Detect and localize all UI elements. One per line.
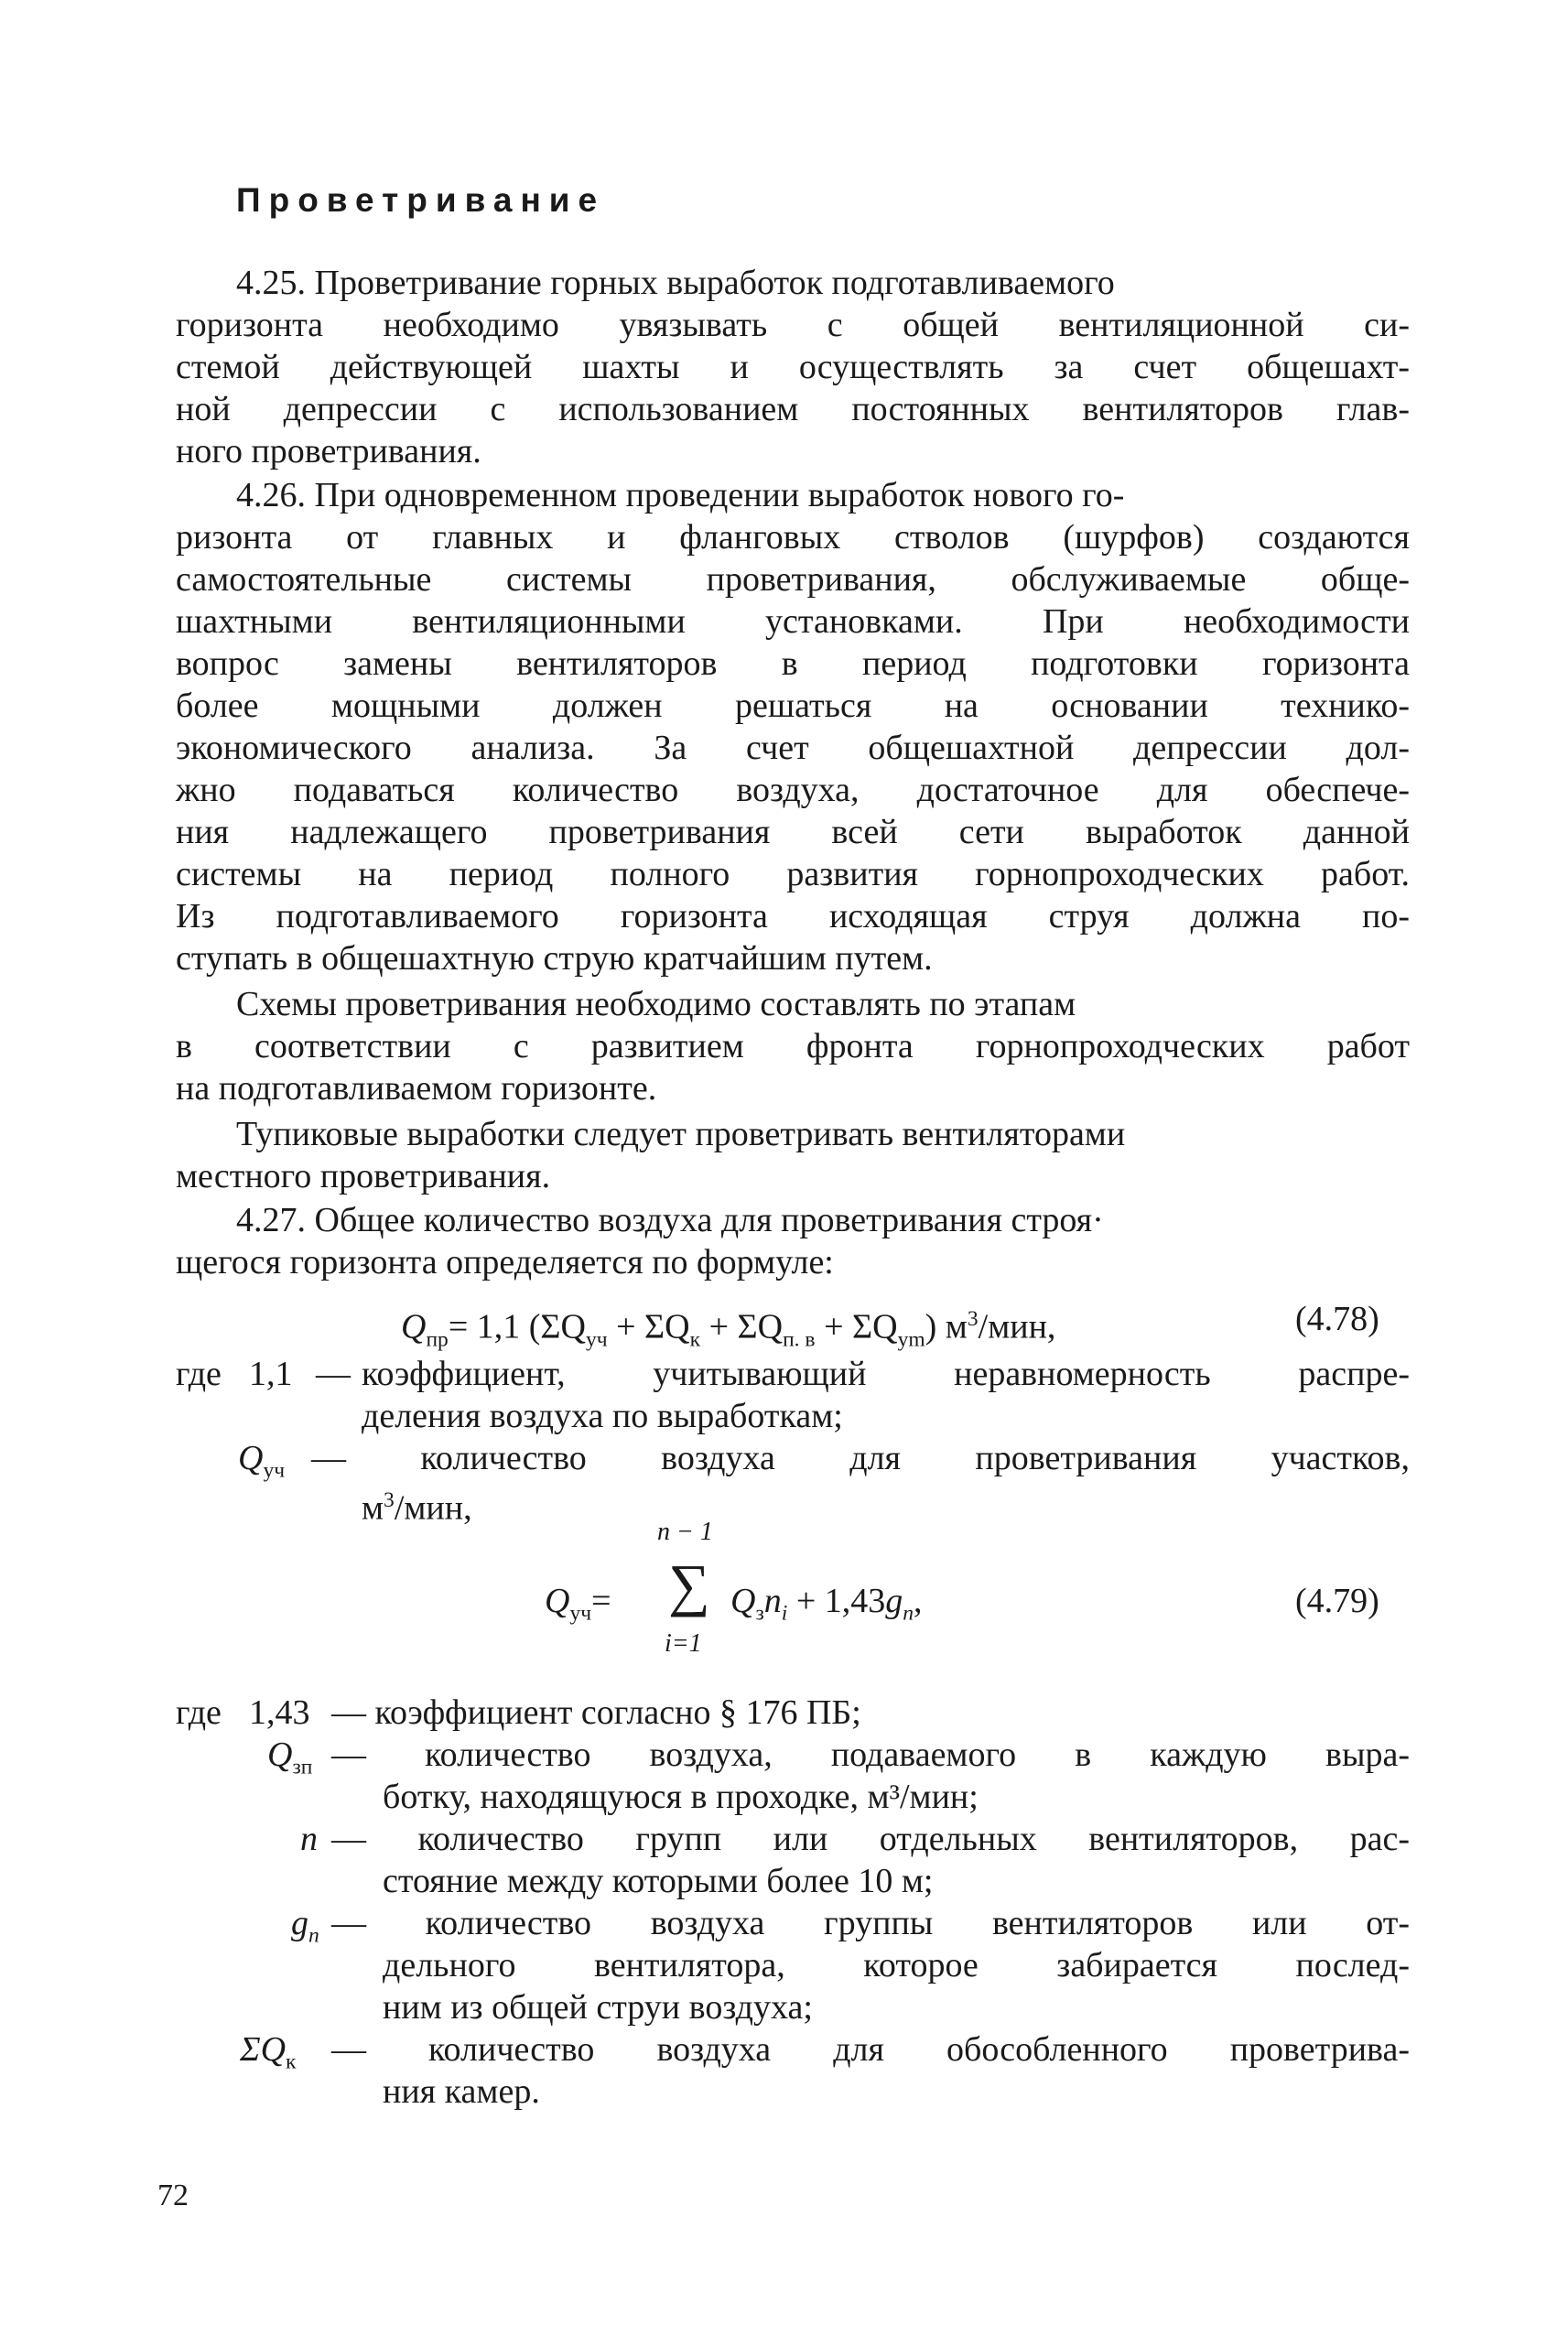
paragraph-dead-end-line: Тупиковые выработки следует проветривать вентиляторами [236, 1115, 1126, 1153]
paragraph-dead-end-line: местного проветривания. [176, 1157, 551, 1195]
definition-g-n-line: дельного вентилятора, которое забирается послед- [383, 1946, 1410, 1984]
section-heading: Проветривание [236, 181, 606, 219]
coefficient-value: 1,1 [249, 1355, 293, 1393]
formula-4-79-rhs: $Q_зn_i + 1,43g_n$, [730, 1582, 923, 1626]
paragraph-4-26-line: вопрос замены вентиляторов в период подготовки горизонта [176, 644, 1410, 683]
paragraph-4-25-line: ной депрессии с использованием постоянных вентиляторов глав- [176, 390, 1410, 428]
paragraph-4-26-line: 4.26. При одновременном проведении выработок нового го- [236, 476, 1125, 514]
symbol-q-uch: $Q_{уч}$ [238, 1439, 286, 1483]
coefficient-value: 1,43 [249, 1693, 310, 1732]
paragraph-4-26-line: ризонта от главных и фланговых стволов (шурфов) создаются [176, 518, 1410, 557]
paragraph-4-26-line: шахтными вентиляционными установками. При необходимости [176, 602, 1410, 641]
definition-q-k-line: ния камер. [383, 2072, 540, 2111]
definition-q-k-line: — количество воздуха для обособленного проветрива- [331, 2030, 1410, 2069]
paragraph-4-25-line: стемой действующей шахты и осуществлять за счет общешахт- [176, 348, 1410, 386]
definition-n-line: — количество групп или отдельных вентиляторов, рас- [331, 1820, 1410, 1858]
where-label: где [176, 1693, 222, 1732]
paragraph-4-26-line: более мощными должен решаться на основании технико- [176, 687, 1410, 725]
definition-coef-143-line: — коэффициент согласно § 176 ПБ; [331, 1693, 861, 1732]
equation-number-4-78: (4.78) [1295, 1300, 1379, 1338]
definition-q-uch-unit: $м^3$/мин, [362, 1488, 472, 1528]
paragraph-4-26-line: Из подготавливаемого горизонта исходящая струя должна по- [176, 897, 1410, 935]
definition-dash: — [316, 1355, 351, 1393]
definition-g-n-line: ним из общей струи воздуха; [383, 1988, 813, 2027]
paragraph-schemes-line: на подготавливаемом горизонте. [176, 1069, 657, 1108]
symbol-n: n [300, 1820, 318, 1858]
paragraph-4-25-line: горизонта необходимо увязывать с общей вентиляционной си- [176, 306, 1410, 344]
paragraph-4-27-line: щегося горизонта определяется по формуле: [176, 1243, 834, 1281]
definition-g-n-line: — количество воздуха группы вентиляторов или от- [331, 1904, 1410, 1942]
paragraph-4-26-line: ступать в общешахтную струю кратчайшим путем. [176, 939, 933, 978]
definition-coef-line: деления воздуха по выработкам; [362, 1397, 843, 1435]
paragraph-4-25-line: 4.25. Проветривание горных выработок подготавливаемого [236, 264, 1115, 302]
sum-lower-limit: i=1 [665, 1629, 702, 1658]
symbol-sum-q-k: $\Sigma Q_к$ [240, 2030, 297, 2074]
definition-q-uch-line: — количество воздуха для проветривания участков, [311, 1439, 1410, 1477]
page-number: 72 [157, 2179, 189, 2212]
paragraph-4-26-line: жно подаваться количество воздуха, достаточное для обеспече- [176, 771, 1410, 809]
summation-sign: ∑ [668, 1552, 710, 1617]
definition-n-line: стояние между которыми более 10 м; [383, 1862, 934, 1900]
symbol-g-n: $g_n$ [291, 1904, 319, 1948]
paragraph-schemes-line: Схемы проветривания необходимо составлять по этапам [236, 985, 1076, 1023]
definition-q-zp-line: — количество воздуха, подаваемого в каждую выра- [331, 1736, 1410, 1774]
paragraph-4-26-line: ния надлежащего проветривания всей сети выработок данной [176, 813, 1410, 851]
sum-upper-limit: n − 1 [657, 1518, 713, 1546]
definition-coef-line: коэффициент, учитывающий неравномерность распре- [362, 1355, 1410, 1393]
formula-4-79-lhs: $Q_{уч}=$ [545, 1582, 611, 1626]
paragraph-4-26-line: системы на период полного развития горнопроходческих работ. [176, 855, 1410, 893]
paragraph-4-26-line: самостоятельные системы проветривания, обслуживаемые обще- [176, 560, 1410, 599]
paragraph-4-26-line: экономического анализа. За счет общешахтной депрессии дол- [176, 729, 1410, 767]
definition-q-zp-line: ботку, находящуюся в проходке, м³/мин; [383, 1778, 979, 1816]
paragraph-4-27-line: 4.27. Общее количество воздуха для проветривания строя· [236, 1201, 1104, 1239]
symbol-q-zp: $Q_{зп}$ [267, 1736, 313, 1779]
formula-4-78: $Q_{пр}= 1,1$ $(\Sigma Q_{уч} + \Sigma Q_к + \Sigma Q_{п. в} + \Sigma Q_{ym})$ $м^3$/мин, [401, 1307, 1056, 1352]
where-label: где [176, 1355, 222, 1393]
paragraph-4-25-line: ного проветривания. [176, 432, 481, 470]
paragraph-schemes-line: в соответствии с развитием фронта горнопроходческих работ [176, 1027, 1410, 1065]
equation-number-4-79: (4.79) [1295, 1582, 1379, 1620]
